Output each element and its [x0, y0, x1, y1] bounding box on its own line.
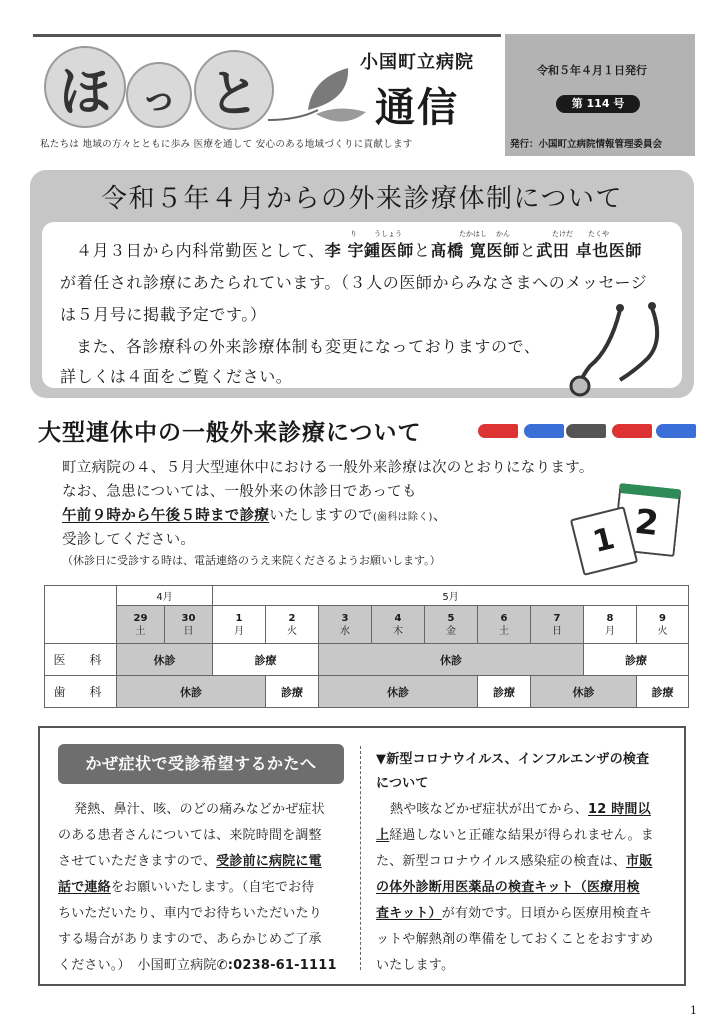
- doctor-name: 武田 卓也医師: [536, 241, 643, 260]
- weekday: 土: [499, 625, 509, 637]
- month-header: 5月: [213, 586, 689, 606]
- cold-line: 発熱、鼻汁、咳、のどの痛みなどかぜ症状: [74, 802, 325, 817]
- holiday-schedule-table: [44, 585, 689, 708]
- covid-line: [376, 824, 654, 843]
- ruby: かん: [496, 230, 510, 238]
- text: と: [413, 241, 431, 260]
- cold-symptoms-title: かぜ症状で受診希望するかたへ: [58, 744, 344, 784]
- status-cell: 診療: [637, 676, 689, 708]
- day-number: 7: [553, 612, 561, 624]
- weekday: 火: [657, 625, 668, 637]
- section2-line: 町立病院の４、５月大型連休中における一般外来診療は次のとおりになります。: [62, 460, 594, 476]
- koinobori-icon: [524, 424, 564, 438]
- issue-date: 令和５年４月１日発行: [537, 64, 647, 77]
- table-row: [45, 644, 689, 676]
- table-row: [45, 586, 689, 606]
- section1-line: [76, 238, 642, 261]
- covid-title: について: [376, 776, 429, 791]
- status-cell: 休診: [117, 676, 266, 708]
- day-header: [319, 606, 372, 644]
- publisher: 発行：小国町立病院情報管理委員会: [510, 139, 663, 150]
- calendar-page: 2: [613, 483, 682, 557]
- status-cell: 診療: [584, 644, 689, 676]
- weekday: 月: [234, 625, 244, 637]
- section1-title: 令和５年４月からの外来診療体制について: [101, 184, 623, 214]
- motto: 私たちは 地域の方々とともに歩み 医療を通して 安心のある地域づくりに貢献します: [40, 139, 413, 150]
- day-number: 30: [181, 612, 196, 624]
- covid-line: [390, 798, 651, 817]
- cold-line: [58, 876, 314, 895]
- cold-line: [58, 954, 337, 973]
- day-number: 4: [394, 612, 402, 624]
- day-header: [425, 606, 478, 644]
- koinobori-icon: [478, 424, 518, 438]
- cold-line: する場合がありますので、あらかじめご了承: [58, 932, 322, 947]
- weekday: 水: [340, 625, 350, 637]
- phone-icon: ✆:: [216, 958, 234, 973]
- day-number: 8: [606, 612, 614, 624]
- ruby: たかはし: [459, 230, 487, 238]
- text: いたしますので: [269, 508, 373, 524]
- weekday: 日: [552, 625, 562, 637]
- status-cell: 休診: [319, 644, 584, 676]
- text: た、新型コロナウイルス感染症の検査は、: [376, 854, 627, 869]
- weekday: 木: [393, 625, 403, 637]
- text: 熱や咳などかぜ症状が出てから、: [390, 802, 589, 817]
- leaf-icon: [268, 60, 368, 130]
- ruby: たけだ: [552, 230, 573, 238]
- day-number: 5: [447, 612, 455, 624]
- emphasis-text: 上: [376, 828, 390, 843]
- koinobori-icon: [612, 424, 652, 438]
- day-header: [165, 606, 213, 644]
- weekday: 火: [287, 625, 297, 637]
- section1-line: が着任され診療にあたられています。（３人の医師からみなさまへのメッセージ: [60, 273, 648, 292]
- emphasis-text: の体外診断用医薬品の検査キット（医療用検: [376, 880, 640, 895]
- text: 経過しないと正確な結果が得られません。ま: [389, 828, 654, 843]
- calendar-icon: [576, 486, 686, 572]
- issue-number-badge: 第 114 号: [556, 95, 640, 113]
- calendar-page: 1: [570, 506, 638, 576]
- text: させていただきますので、: [58, 854, 217, 869]
- covid-line: ットや解熱剤の準備をしておくことをおすすめ: [376, 932, 654, 947]
- covid-line: [376, 902, 652, 921]
- status-cell: 診療: [266, 676, 319, 708]
- emphasis-text: 午前９時から午後５時まで診療: [62, 508, 270, 524]
- section2-line: [62, 504, 448, 525]
- emphasis-text: 査キット）: [376, 906, 442, 921]
- page-number: 1: [690, 1004, 697, 1017]
- newsletter-title: 通信: [375, 85, 459, 131]
- status-cell: 診療: [478, 676, 531, 708]
- section2-note: （休診日に受診する時は、電話連絡のうえ来院くださるようお願いします。）: [62, 554, 441, 567]
- newsletter-logo: [44, 40, 304, 136]
- section1-line: また、各診療科の外来診療体制も変更になっておりますので、: [76, 337, 541, 356]
- status-cell: 休診: [319, 676, 478, 708]
- day-header: [478, 606, 531, 644]
- covid-line: [376, 850, 652, 869]
- weekday: 日: [183, 625, 194, 637]
- day-number: 2: [288, 612, 296, 624]
- day-header: [266, 606, 319, 644]
- day-number: 29: [133, 612, 148, 624]
- note-text: (歯科は除く): [372, 512, 433, 523]
- section1-line: 詳しくは４面をご覧ください。: [60, 367, 293, 386]
- status-cell: 休診: [117, 644, 213, 676]
- text: と: [519, 241, 537, 260]
- text: ４月３日から内科常勤医として、: [76, 241, 325, 260]
- logo-char-to: と: [194, 50, 274, 130]
- stethoscope-icon: [560, 300, 680, 400]
- text: 、: [432, 508, 448, 524]
- doctor-name: 髙橋 寛医師: [430, 241, 520, 260]
- section2-line: なお、急患については、一般外来の休診日であっても: [62, 484, 417, 500]
- column-divider: [360, 746, 361, 970]
- day-header: [531, 606, 584, 644]
- day-header: [584, 606, 637, 644]
- weekday: 月: [605, 625, 615, 637]
- logo-char-ho: ほ: [44, 46, 126, 128]
- day-number: 9: [659, 612, 667, 624]
- emphasis-text: 話で連絡: [58, 880, 111, 895]
- day-number: 3: [341, 612, 349, 624]
- ruby: り: [350, 230, 357, 238]
- weekday: 金: [446, 625, 456, 637]
- day-number: 1: [235, 612, 243, 624]
- hospital-name: 小国町立病院: [360, 52, 474, 73]
- table-row: [45, 606, 689, 644]
- section2-title: 大型連休中の一般外来診療について: [38, 420, 422, 446]
- status-cell: 休診: [531, 676, 637, 708]
- koinobori-icon: [656, 424, 696, 438]
- month-header: 4月: [117, 586, 213, 606]
- day-header: [117, 606, 165, 644]
- ruby: たくや: [588, 230, 609, 238]
- status-cell: 診療: [213, 644, 319, 676]
- day-header: [213, 606, 266, 644]
- department-label: 医 科: [45, 644, 117, 676]
- section1-line: は５月号に掲載予定です。）: [60, 305, 267, 324]
- doctor-name: 李 宇鍾医師: [324, 241, 414, 260]
- day-header: [637, 606, 689, 644]
- emphasis-text: 市販: [626, 854, 653, 869]
- cold-line: [58, 850, 322, 869]
- table-row: [45, 676, 689, 708]
- koinobori-icon: [566, 424, 606, 438]
- section2-line: 受診してください。: [62, 532, 196, 548]
- weekday: 土: [135, 625, 146, 637]
- text: が有効です。日頃から医療用検査キ: [441, 906, 652, 921]
- emphasis-text: 受診前に病院に電: [216, 854, 322, 869]
- text: ください。） 小国町立病院: [58, 958, 217, 973]
- text: をお願いいたします。（自宅でお待: [110, 880, 315, 895]
- emphasis-text: 12 時間以: [588, 802, 651, 817]
- covid-line: [376, 876, 640, 895]
- day-number: 6: [500, 612, 508, 624]
- cold-line: のある患者さんについては、来院時間を調整: [58, 828, 322, 843]
- covid-line: いたします。: [376, 958, 455, 973]
- corner-cell: [45, 586, 117, 644]
- logo-char-tsu: っ: [126, 62, 192, 128]
- ruby: うしょう: [374, 230, 402, 238]
- department-label: 歯 科: [45, 676, 117, 708]
- phone-number: 0238-61-1111: [233, 958, 337, 973]
- covid-title: ▼新型コロナウイルス、インフルエンザの検査: [376, 752, 650, 767]
- cold-line: ちいただいたり、車内でお待ちいただいたり: [58, 906, 323, 921]
- day-header: [372, 606, 425, 644]
